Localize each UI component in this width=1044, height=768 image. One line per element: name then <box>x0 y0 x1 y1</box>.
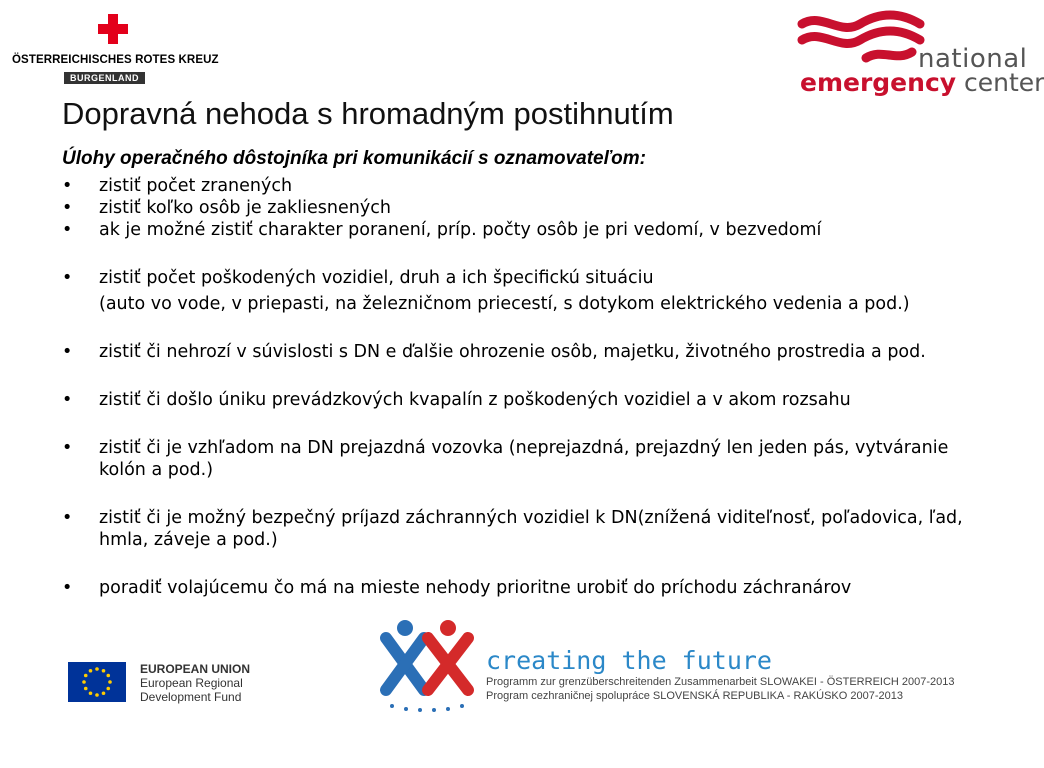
bullet-text: zistiť či je možný bezpečný príjazd záchranných vozidiel k DN(znížená viditeľnosť, poľadovica, ľad, hmla, záveje a pod.) <box>99 508 963 550</box>
eu-star-icon <box>106 687 110 691</box>
bullet-text: zistiť koľko osôb je zakliesnených <box>99 198 391 218</box>
list-spacer <box>62 411 992 437</box>
eu-star-icon <box>82 680 86 684</box>
red-cross-logo <box>10 10 219 83</box>
bullet-text: zistiť či došlo úniku prevádzkových kvapalín z poškodených vozidiel a v akom rozsahu <box>99 390 851 410</box>
nec-word-emergency: emergency <box>800 68 957 97</box>
bullet-text: zistiť či je vzhľadom na DN prejazdná vozovka (neprejazdná, prejazdný len jeden pás, vytváranie kolón a pod.) <box>99 438 949 480</box>
list-spacer <box>62 315 992 341</box>
eu-line-1: EUROPEAN UNION <box>140 662 251 676</box>
bullet-continuation: (auto vo vode, v priepasti, na železničnom priecestí, s dotykom elektrického vedenia a pod.) <box>99 294 910 314</box>
bullet-item <box>62 507 992 551</box>
bullet-item <box>62 389 992 411</box>
bullet-symbol: • <box>62 342 73 362</box>
eu-star-icon <box>84 674 88 678</box>
eu-text <box>140 662 250 704</box>
program-line-slovak: Program cezhraničnej spolupráce SLOVENSKÁ REPUBLIKA - RAKÚSKO 2007-2013 <box>486 690 903 702</box>
eu-star-icon <box>102 691 106 695</box>
bullet-item <box>62 577 992 599</box>
bullet-item <box>62 267 992 315</box>
program-line-german: Programm zur grenzüberschreitenden Zusammenarbeit SLOWAKEI - ÖSTERREICH 2007-2013 <box>486 676 955 688</box>
nec-word-national: national <box>918 44 1028 74</box>
bullet-symbol: • <box>62 438 73 458</box>
slide-subtitle: Úlohy operačného dôstojníka pri komunikácií s oznamovateľom: <box>62 148 646 169</box>
bullet-text: zistiť počet zranených <box>99 176 293 196</box>
eu-star-icon <box>106 674 110 678</box>
eu-star-icon <box>89 669 93 673</box>
list-spacer <box>62 363 992 389</box>
eu-line-2: European Regional <box>140 676 243 690</box>
eu-star-icon <box>89 691 93 695</box>
bullet-text: zistiť počet poškodených vozidiel, druh a ich špecifickú situáciu <box>99 268 654 288</box>
eu-flag-icon <box>68 662 126 702</box>
bullet-text: ak je možné zistiť charakter poranení, príp. počty osôb je pri vedomí, v bezvedomí <box>99 220 822 240</box>
slide-title: Dopravná nehoda s hromadným postihnutím <box>62 96 674 131</box>
national-emergency-center-logo <box>790 6 1044 98</box>
bullet-symbol: • <box>62 198 73 218</box>
eu-logo <box>68 662 268 702</box>
red-cross-name: ÖSTERREICHISCHES ROTES KREUZ <box>12 54 219 66</box>
cross-border-figures-icon <box>372 618 484 714</box>
emergency-center-wave-icon <box>796 10 936 66</box>
nec-word-center: center <box>964 68 1044 97</box>
bullet-item <box>62 197 992 219</box>
red-cross-region: BURGENLAND <box>64 72 145 84</box>
eu-line-3: Development Fund <box>140 690 242 704</box>
bullet-symbol: • <box>62 268 73 288</box>
red-cross-icon <box>98 14 128 44</box>
list-spacer <box>62 551 992 577</box>
bullet-symbol: • <box>62 220 73 240</box>
task-bullet-list <box>62 175 992 599</box>
bullet-item <box>62 175 992 197</box>
eu-star-icon <box>102 669 106 673</box>
bullet-text: poradiť volajúcemu čo má na mieste nehody prioritne urobiť do príchodu záchranárov <box>99 578 852 598</box>
bullet-item <box>62 437 992 481</box>
bullet-symbol: • <box>62 176 73 196</box>
bullet-item <box>62 219 992 241</box>
program-slogan: creating the future <box>486 646 772 675</box>
bullet-item <box>62 341 992 363</box>
eu-star-icon <box>95 693 99 697</box>
bullet-text: zistiť či nehrozí v súvislosti s DN e ďalšie ohrozenie osôb, majetku, životného prostredia a pod. <box>99 342 926 362</box>
list-spacer <box>62 241 992 267</box>
bullet-symbol: • <box>62 390 73 410</box>
list-spacer <box>62 481 992 507</box>
eu-star-icon <box>84 687 88 691</box>
nec-word-line2 <box>800 68 1044 97</box>
bullet-symbol: • <box>62 508 73 528</box>
eu-star-icon <box>95 667 99 671</box>
eu-star-icon <box>108 680 112 684</box>
bullet-symbol: • <box>62 578 73 598</box>
